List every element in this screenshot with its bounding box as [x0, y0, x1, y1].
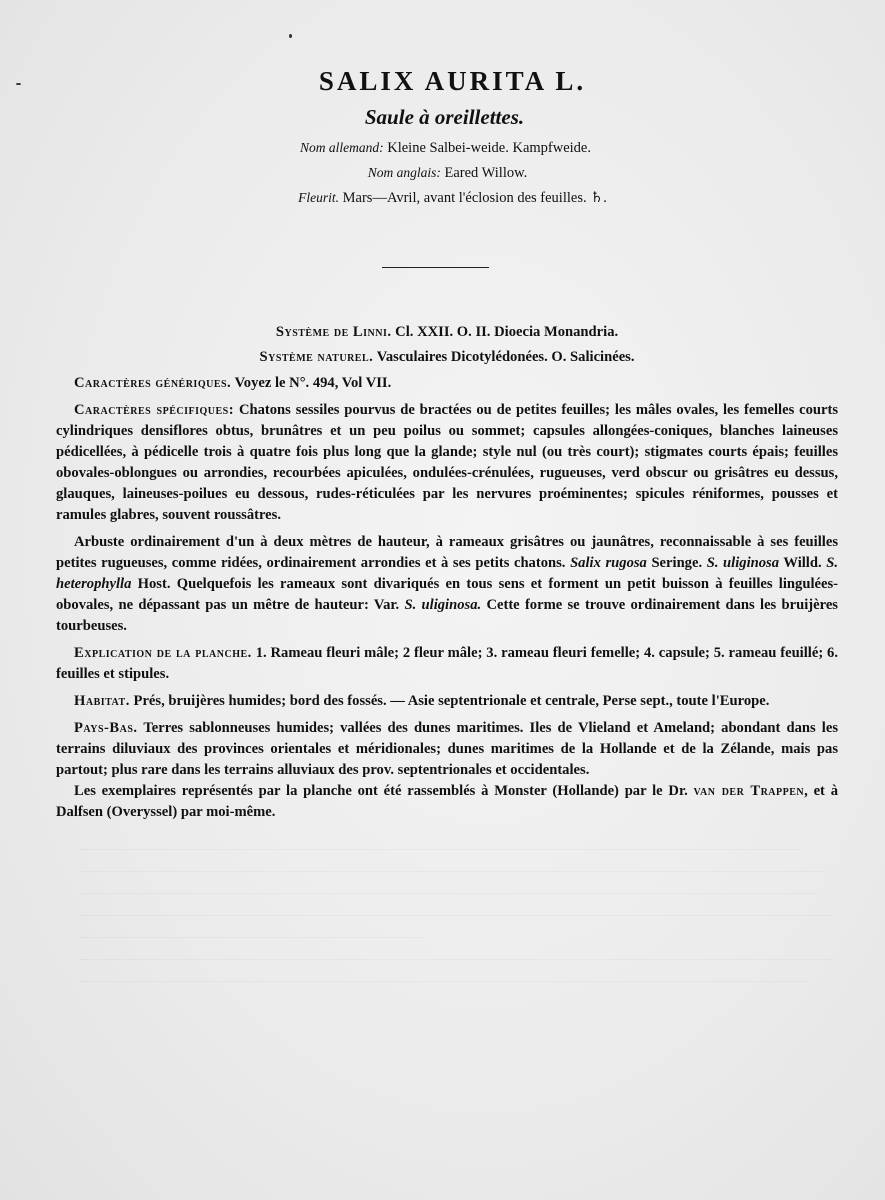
- species-title: SALIX AURITA L.: [318, 66, 587, 96]
- description-body: [56, 322, 838, 823]
- header: [0, 66, 885, 207]
- flowering-label: Fleurit.: [298, 190, 340, 205]
- ink-speck: [289, 34, 292, 38]
- generic-characters-label: Caractères génériques.: [74, 375, 232, 391]
- author-seringe: Seringe.: [651, 555, 703, 571]
- general-description: [56, 532, 838, 637]
- plate-explanation: [56, 643, 838, 685]
- linnaean-system-value: Cl. XXII. O. II. Dioecia Monandria.: [395, 324, 619, 340]
- specific-characters-label: Caractères spécifiques:: [74, 402, 235, 418]
- plate-explanation-label: Explication de la planche.: [74, 645, 252, 661]
- french-name: Saule à oreillettes.: [364, 105, 525, 129]
- german-name-value: Kleine Salbei-weide. Kampfweide.: [387, 140, 591, 156]
- english-name-label: Nom anglais:: [367, 165, 441, 180]
- netherlands-distribution: [56, 718, 838, 781]
- natural-system: [56, 347, 838, 368]
- habitat-label: Habitat.: [74, 693, 130, 709]
- flowering-value: Mars—Avril, avant l'éclosion des feuilles. ♄.: [342, 190, 607, 206]
- german-name-label: Nom allemand:: [300, 140, 384, 155]
- collector-name: van der Trappen: [693, 783, 805, 799]
- specimens-text-2: , et à Dalfsen (Overyssel) par moi-même.: [56, 783, 838, 820]
- german-name-line: [6, 140, 885, 157]
- flowering-line: [20, 190, 885, 207]
- bleed-through-line: [80, 828, 802, 850]
- english-name-line: [10, 165, 885, 182]
- separator-rule: [382, 267, 489, 268]
- description-part-2: Host. Quelquefois les rameaux sont divariqués en tous sens et forment un petit buisson à feuilles lingulées-obovales, ne dépassant pas un mêtre de hauteur: Var.: [56, 576, 838, 613]
- generic-characters-value: Voyez le N°. 494, Vol VII.: [234, 375, 392, 391]
- habitat: [56, 691, 838, 712]
- bleed-through-text: [80, 828, 840, 982]
- bleed-through-line: [80, 894, 832, 916]
- variety-uliginosa: S. uliginosa.: [404, 597, 482, 613]
- specimens-text-1: Les exemplaires représentés par la planche ont été rassemblés à Monster (Hollande) par le Dr.: [74, 783, 688, 799]
- bleed-through-line: [80, 916, 422, 938]
- description-part-3: Cette forme se trouve ordinairement dans les bruijères tourbeuses.: [56, 597, 838, 634]
- author-willd: Willd.: [783, 555, 822, 571]
- linnaean-system-label: Système de Linni.: [275, 324, 392, 340]
- plate-explanation-text: 1. Rameau fleuri mâle; 2 fleur mâle; 3. rameau fleuri femelle; 4. capsule; 5. rameau feuillé; 6. feuilles et stipules.: [56, 645, 838, 682]
- synonym-uliginosa: S. uliginosa: [706, 555, 780, 571]
- habitat-text: Prés, bruijères humides; bord des fossés. — Asie septentrionale et centrale, Perse sept., toute l'Europe.: [133, 693, 770, 709]
- specific-characters-text: Chatons sessiles pourvus de bractées ou de petites feuilles; les mâles ovales, les femelles courts cylindriques densiflores obtus, brunâtres et un peu poilus ou sommet; capsules allongées-coniques, blanches laineuses pédicellées, à pédicelle trois à quatre fois plus long que la glande; style nul (ou très court); stigmates courts épais; feuilles obovales-oblongues ou arrondies, recourbées apiculées, ondulées-crénulées, rugueuses, verd obscur ou grisâtres eu dessus, glauques, laineuses-poilues eu dessous, rudes-réticulées par les nervures proéminentes; spicules réniformes, pousses et ramules glabres, souvent roussâtres.: [56, 402, 839, 523]
- bleed-through-line: [80, 850, 825, 872]
- generic-characters: [56, 373, 838, 394]
- linnaean-system: [56, 322, 838, 343]
- natural-system-label: Système naturel.: [259, 349, 374, 365]
- natural-system-value: Vasculaires Dicotylédonées. O. Salicinées.: [376, 349, 635, 365]
- bleed-through-line: [80, 938, 832, 960]
- description-part-1: Arbuste ordinairement d'un à deux mètres de hauteur, à rameaux grisâtres ou jaunâtres, reconnaissable à ses feuilles petites rugueuses, comme ridées, ordinairement arrondies et à ses petits chatons.: [56, 534, 838, 571]
- english-name-value: Eared Willow.: [444, 165, 528, 181]
- specimens-note: [56, 781, 838, 823]
- bleed-through-line: [80, 872, 817, 894]
- synonym-heterophylla: S. heterophylla: [56, 555, 838, 592]
- synonym-rugosa: Salix rugosa: [570, 555, 647, 571]
- bleed-through-line: [80, 960, 810, 982]
- netherlands-label: Pays-Bas.: [74, 720, 138, 736]
- specific-characters: [56, 400, 838, 526]
- netherlands-text: Terres sablonneuses humides; vallées des dunes maritimes. Iles de Vlieland et Ameland; abondant dans les terrains diluviaux des provinces orientales et méridionales; dunes maritimes de la Hollande et de la Zélande, mais pas partout; plus rare dans les terrains alluviaux des prov. septentrionales et occidentales.: [56, 720, 838, 778]
